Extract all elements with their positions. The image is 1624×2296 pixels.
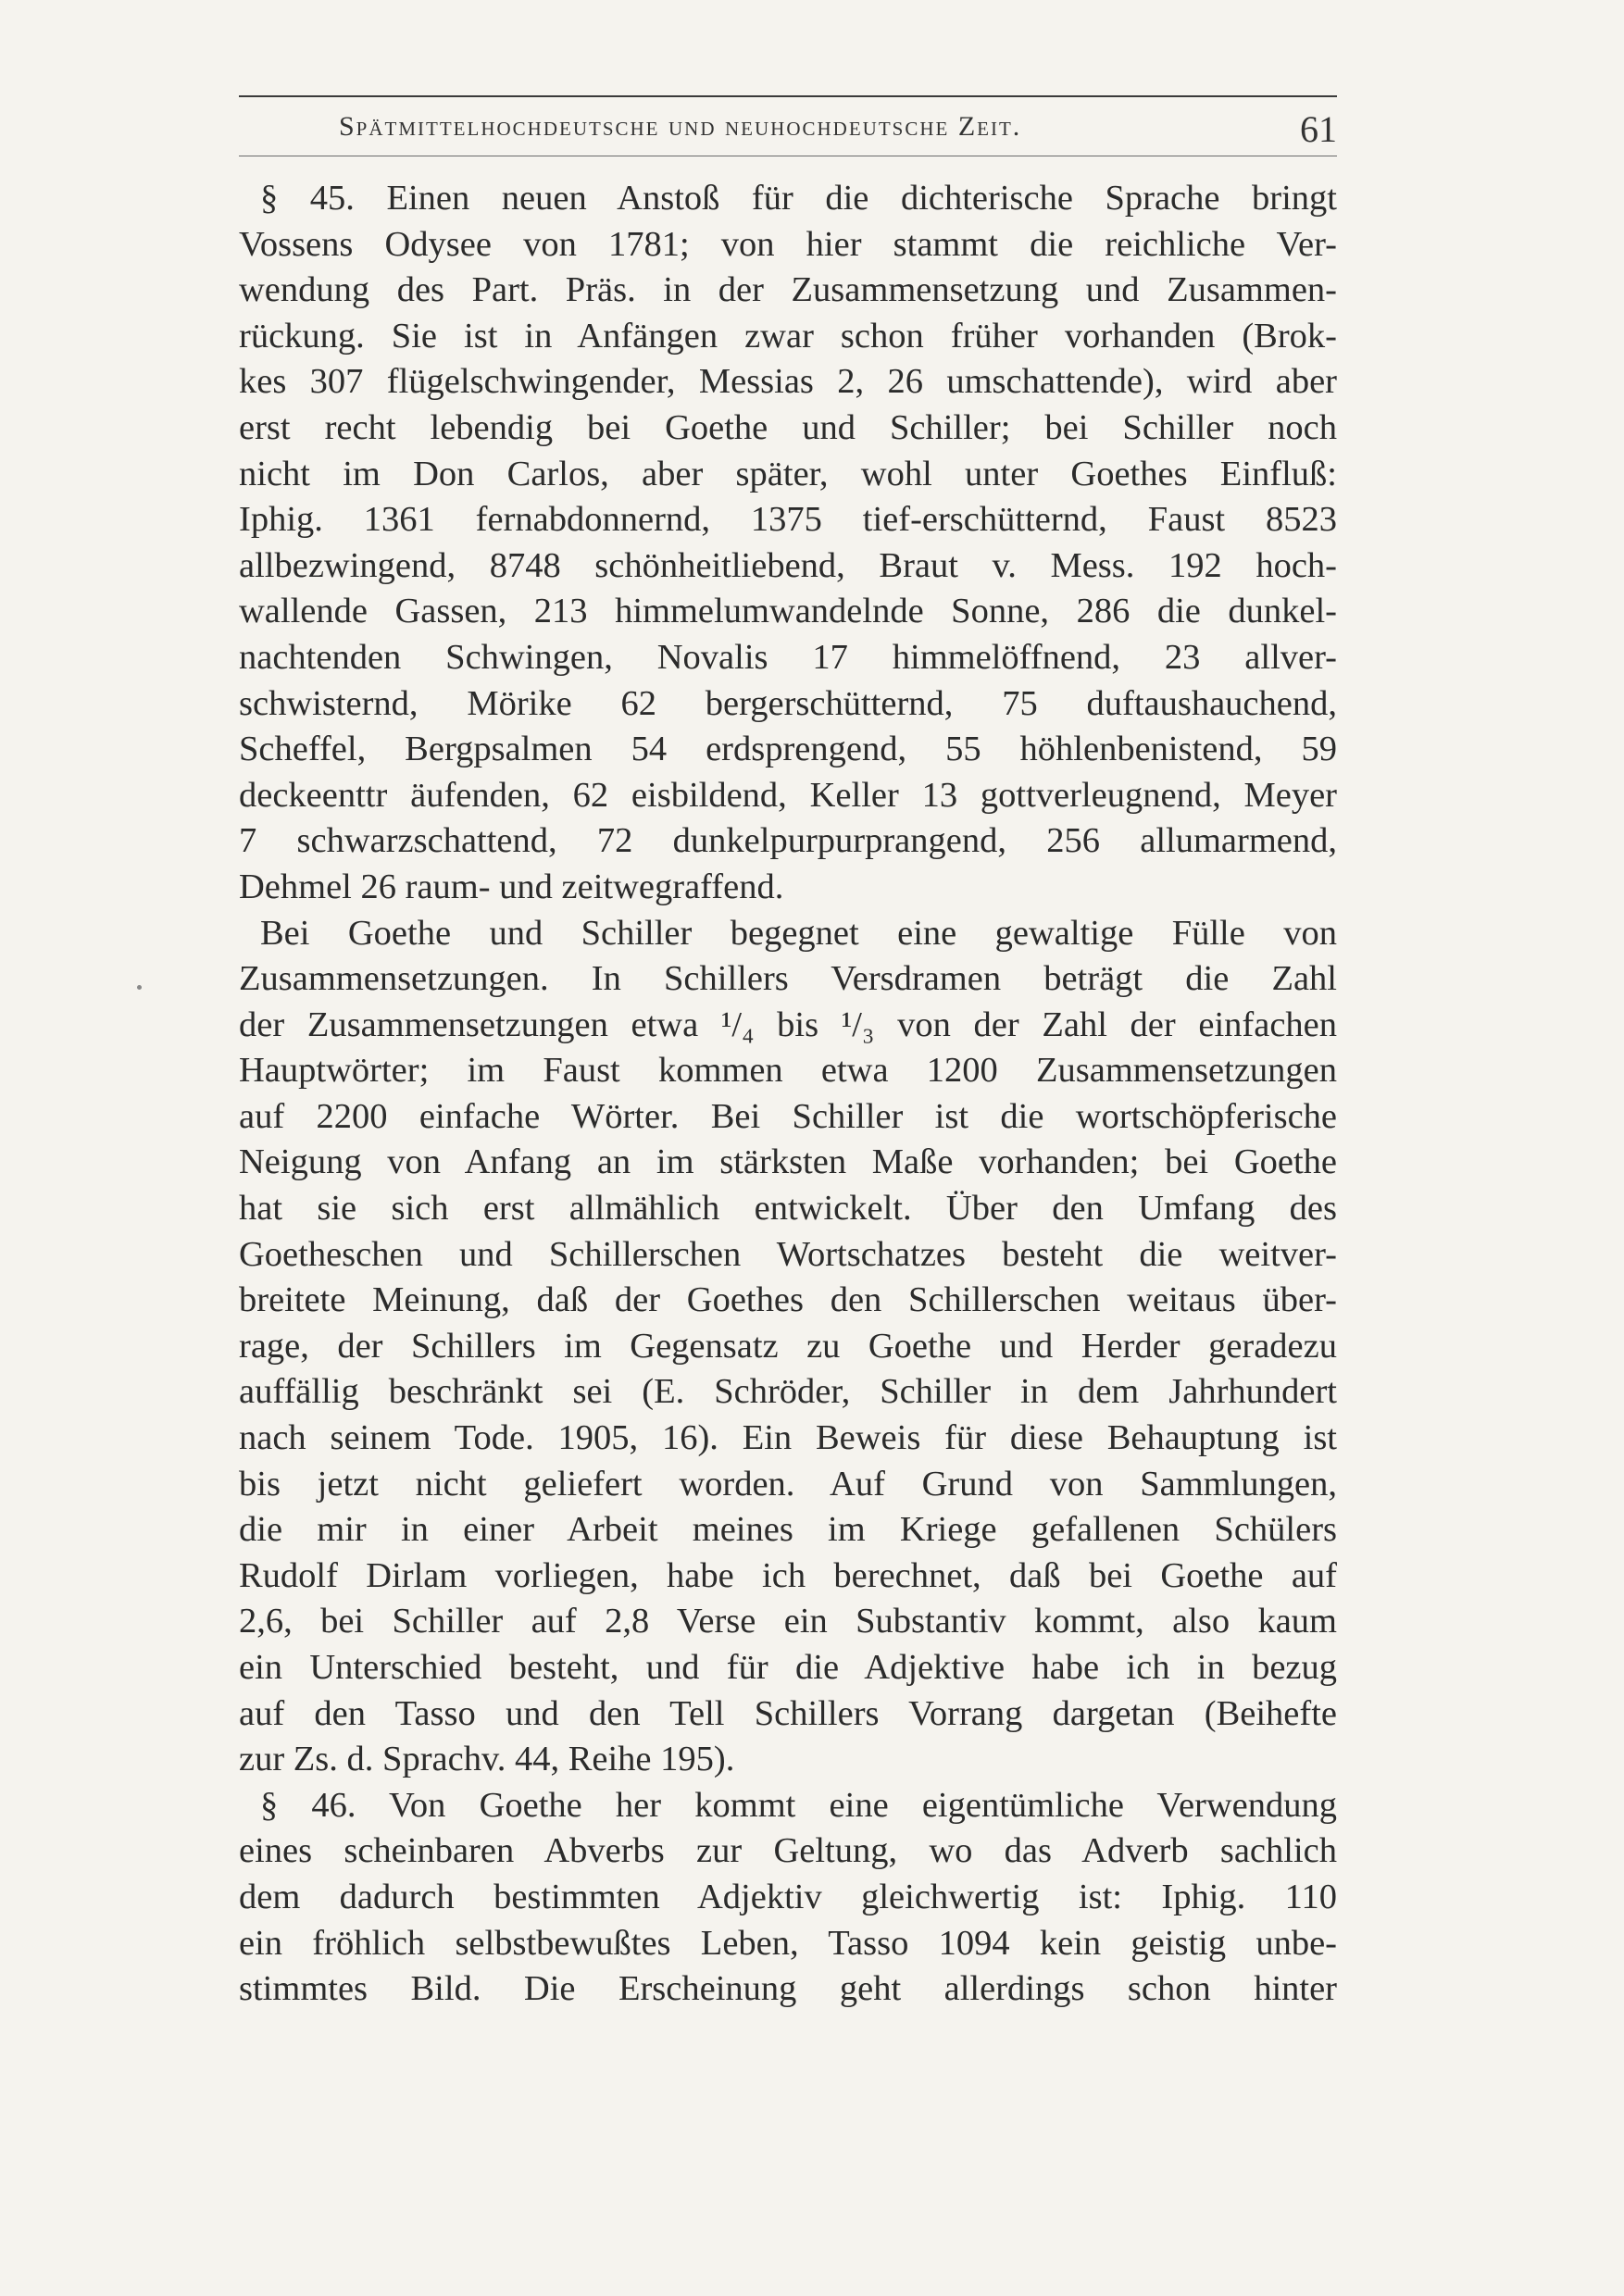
text-line: Hauptwörter; im Faust kommen etwa 1200 Zusammensetzungen <box>239 1051 1337 1091</box>
body-text <box>239 176 1337 2013</box>
text-line: hat sie sich erst allmählich entwickelt. Über den Umfang des <box>239 1189 1337 1229</box>
text-line: eines scheinbaren Abverbs zur Geltung, wo das Adverb sachlich <box>239 1831 1337 1871</box>
page-number: 61 <box>1300 108 1337 150</box>
text-line: Goetheschen und Schillerschen Wortschatzes besteht die weitver- <box>239 1234 1337 1274</box>
text-line: der Zusammensetzungen etwa ¹/₄ bis ¹/₃ von der Zahl der einfachen <box>239 1004 1337 1044</box>
text-line: Dehmel 26 raum- und zeitwegraffend. <box>239 867 784 906</box>
text-line: kes 307 flügelschwingender, Messias 2, 26 umschattende), wird aber <box>239 362 1337 402</box>
text-line: wallende Gassen, 213 himmelumwandelnde Sonne, 286 die dunkel- <box>239 592 1337 631</box>
text-line: die mir in einer Arbeit meines im Kriege gefallenen Schülers <box>239 1510 1337 1550</box>
text-line: Scheffel, Bergpsalmen 54 erdsprengend, 55 höhlenbenistend, 59 <box>239 730 1337 769</box>
text-line: deckeenttr äufenden, 62 eisbildend, Keller 13 gottverleugnend, Meyer <box>239 775 1337 815</box>
text-line: Iphig. 1361 fernabdonnernd, 1375 tief-erschütternd, Faust 8523 <box>239 500 1337 540</box>
text-line: stimmtes Bild. Die Erscheinung geht allerdings schon hinter <box>239 1969 1337 2009</box>
text-line: auf 2200 einfache Wörter. Bei Schiller ist die wortschöpferische <box>239 1096 1337 1136</box>
text-line: Vossens Odysee von 1781; von hier stammt die reichliche Ver- <box>239 224 1337 264</box>
running-header <box>239 107 1337 154</box>
text-line: nach seinem Tode. 1905, 16). Ein Beweis für diese Behauptung ist <box>239 1418 1337 1458</box>
text-line: nicht im Don Carlos, aber später, wohl unter Goethes Einfluß: <box>239 454 1337 493</box>
text-line: Bei Goethe und Schiller begegnet eine gewaltige Fülle von <box>260 913 1337 953</box>
text-line: Rudolf Dirlam vorliegen, habe ich berechnet, daß bei Goethe auf <box>239 1555 1337 1595</box>
text-line: ein Unterschied besteht, und für die Adjektive habe ich in bezug <box>239 1648 1337 1687</box>
text-line: erst recht lebendig bei Goethe und Schiller; bei Schiller noch <box>239 407 1337 447</box>
text-line: nachtenden Schwingen, Novalis 17 himmelöffnend, 23 allver- <box>239 637 1337 677</box>
text-line: § 45. Einen neuen Anstoß für die dichterische Sprache bringt <box>260 179 1337 218</box>
text-line: wendung des Part. Präs. in der Zusammensetzung und Zusammen- <box>239 270 1337 310</box>
text-line: breitete Meinung, daß der Goethes den Schillerschen weitaus über- <box>239 1280 1337 1320</box>
text-line: 2,6, bei Schiller auf 2,8 Verse ein Substantiv kommt, also kaum <box>239 1602 1337 1641</box>
text-line: § 46. Von Goethe her kommt eine eigentümliche Verwendung <box>260 1785 1337 1825</box>
text-line: ein fröhlich selbstbewußtes Leben, Tasso 1094 kein geistig unbe- <box>239 1923 1337 1963</box>
text-line: auffällig beschränkt sei (E. Schröder, Schiller in dem Jahrhundert <box>239 1372 1337 1412</box>
text-line: allbezwingend, 8748 schönheitliebend, Braut v. Mess. 192 hoch- <box>239 545 1337 585</box>
header-top-rule <box>239 95 1337 97</box>
margin-dot <box>137 985 142 990</box>
text-line: rage, der Schillers im Gegensatz zu Goethe und Herder geradezu <box>239 1326 1337 1366</box>
text-line: 7 schwarzschattend, 72 dunkelpurpurprangend, 256 allumarmend, <box>239 821 1337 861</box>
text-line: dem dadurch bestimmten Adjektiv gleichwertig ist: Iphig. 110 <box>239 1877 1337 1916</box>
text-line: rückung. Sie ist in Anfängen zwar schon früher vorhanden (Brok- <box>239 316 1337 356</box>
text-line: schwisternd, Mörike 62 bergerschütternd, 75 duftaushauchend, <box>239 683 1337 723</box>
text-line: Neigung von Anfang an im stärksten Maße vorhanden; bei Goethe <box>239 1142 1337 1182</box>
text-line: bis jetzt nicht geliefert worden. Auf Grund von Sammlungen, <box>239 1464 1337 1504</box>
running-title: Spätmittelhochdeutsche und neuhochdeutsche Zeit. <box>339 111 1022 142</box>
text-line: Zusammensetzungen. In Schillers Versdramen beträgt die Zahl <box>239 959 1337 999</box>
text-line: zur Zs. d. Sprachv. 44, Reihe 195). <box>239 1740 735 1779</box>
text-line: auf den Tasso und den Tell Schillers Vorrang dargetan (Beihefte <box>239 1693 1337 1733</box>
